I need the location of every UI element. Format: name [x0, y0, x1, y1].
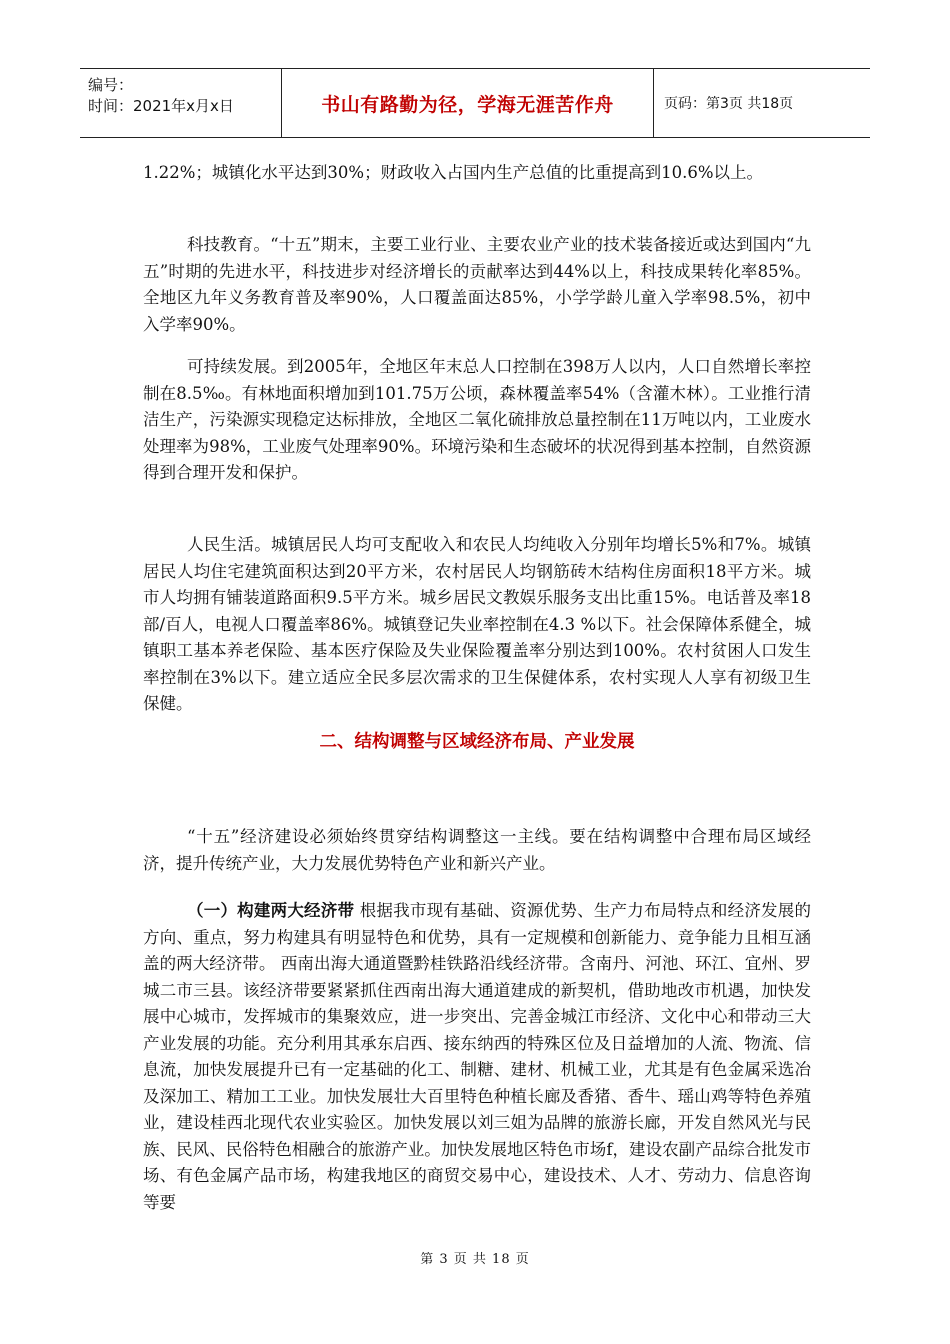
- paragraph-sustainable-development: 可持续发展。到2005年，全地区年末总人口控制在398万人以内，人口自然增长率控制在8.5‰。有林地面积增加到101.75万公顷，森林覆盖率54%（含灌木林）。工业推行清洁生产，污染源实现稳定达标排放，全地区二氧化硫排放总量控制在11万吨以内，工业废水处理率为98%，工业废气处理率90%。环境污染和生态破坏的状况得到基本控制，自然资源得到合理开发和保护。: [143, 357, 811, 482]
- header-meta: [80, 69, 282, 137]
- paragraph-economic-belts: [143, 898, 811, 1216]
- paragraph-continuation: 1.22%；城镇化水平达到30%；财政收入占国内生产总值的比重提高到10.6%以上。: [143, 163, 764, 182]
- paragraph-living-standards: 人民生活。城镇居民人均可支配收入和农民人均纯收入分别年均增长5%和7%。城镇居民人均住宅建筑面积达到20平方米，农村居民人均钢筋砖木结构住房面积18平方米。城市人均拥有铺装道路面积9.5平方米。城乡居民文教娱乐服务支出比重15%。电话普及率18部/百人，电视人口覆盖率86%。城镇登记失业率控制在4.3 %以下。社会保障体系健全，城镇职工基本养老保险、基本医疗保险及失业保险覆盖率分别达到100%。农村贫困人口发生率控制在3%以下。建立适应全民多层次需求的卫生保健体系，农村实现人人享有初级卫生保健。: [143, 535, 811, 713]
- document-date: 时间：2021年x月x日: [88, 97, 234, 115]
- page-footer: 第 3 页 共 18 页: [420, 1252, 530, 1267]
- document-number-label: 编号：: [88, 76, 134, 94]
- subsection-title: （一）构建两大经济带: [187, 901, 355, 920]
- page-header: [80, 68, 870, 138]
- paragraph-science-education: 科技教育。“十五”期末，主要工业行业、主要农业产业的技术装备接近或达到国内“九五”时期的先进水平，科技进步对经济增长的贡献率达到44%以上，科技成果转化率85%。全地区九年义务教育普及率90%，人口覆盖面达85%，小学学龄儿童入学率98.5%，初中入学率90%。: [143, 235, 811, 334]
- paragraph-section-intro: “十五”经济建设必须始终贯穿结构调整这一主线。要在结构调整中合理布局区域经济，提升传统产业，大力发展优势特色产业和新兴产业。: [143, 827, 811, 873]
- header-motto: 书山有路勤为径，学海无涯苦作舟: [282, 69, 654, 137]
- header-page-info: 页码：第3页 共18页: [664, 96, 794, 112]
- section-heading: 二、结构调整与区域经济布局、产业发展: [319, 732, 635, 752]
- subsection-text: 根据我市现有基础、资源优势、生产力布局特点和经济发展的方向、重点，努力构建具有明显特色和优势，具有一定规模和创新能力、竞争能力且相互涵盖的两大经济带。 西南出海大通道暨黔桂铁路沿线经济带。含南丹、河池、环江、宜州、罗城二市三县。该经济带要紧紧抓住西南出海大通道建成的新契机，借助地改市机遇，加快发展中心城市，发挥城市的集聚效应，进一步突出、完善金城江市经济、文化中心和带动三大产业发展的功能。充分利用其承东启西、接东纳西的特殊区位及日益增加的人流、物流、信息流，加快发展提升已有一定基础的化工、制糖、建材、机械工业，尤其是有色金属采选冶及深加工、精加工工业。加快发展壮大百里特色种植长廊及香猪、香牛、瑶山鸡等特色养殖业，建设桂西北现代农业实验区。加快发展以刘三姐为品牌的旅游长廊，开发自然风光与民族、民风、民俗特色相融合的旅游产业。加快发展地区特色市场f，建设农副产品综合批发市场、有色金属产品市场，构建我地区的商贸交易中心，建设技术、人才、劳动力、信息咨询等要: [143, 901, 811, 1212]
